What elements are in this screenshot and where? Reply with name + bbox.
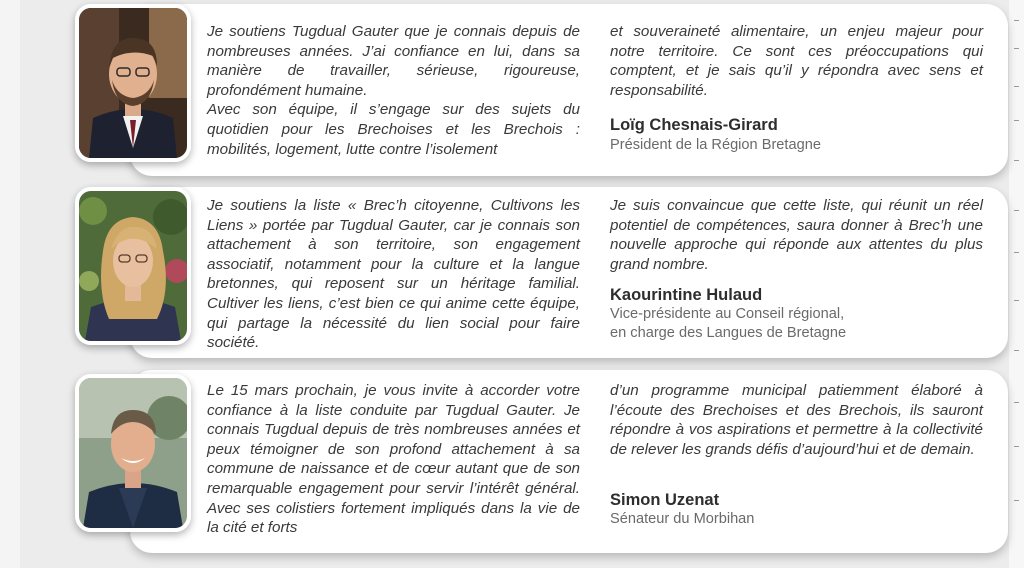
role-line: en charge des Langues de Bretagne [610,324,847,341]
paragraph: et souveraineté alimentaire, un enjeu majeur pour notre territoire. Ce sont ces préoccupations qui comptent, et je sais qu’il y répondra avec sens et responsabilité. [610,23,983,99]
signatory-role [610,510,990,529]
paragraph: Je suis convaincue que cette liste, qui réunit un réel potentiel de compétences, saura donner à Brec’h une nouvelle approche qui réponde aux attentes du plus grand nombre. [610,197,983,273]
portrait-photo [75,187,191,345]
signatory-name: Simon Uzenat [610,491,720,509]
testimonial-text-left [207,196,580,353]
paragraph: d’un programme municipal patiemment élaboré à l’écoute des Brechoises et des Brechois, ils sauront répondre à vos aspirations et permettre à la collectivité de relever les grands défis d’aujourd’hui et de demain. [610,382,983,458]
paragraph: Je soutiens Tugdual Gauter que je connais depuis de nombreuses années. J’ai confiance en lui, dans sa manière de travailler, sérieuse, rigoureuse, profondément humaine. [207,23,580,99]
paragraph: Je soutiens la liste « Brec’h citoyenne, Cultivons les Liens » portée par Tugdual Gauter, car je connais son attachement à son territoire, son engagement associatif, notamment pour la culture et la langue bretonnes, qui reposent sur un héritage familial. Cultiver les liens, c’est bien ce qui anime cette équipe, qui partage la nécessité du lien social pour faire société. [207,197,580,352]
paragraph: Avec son équipe, il s’engage sur des sujets du quotidien pour les Brechoises et les Brechois : mobilités, logement, lutte contre l’isolement [207,101,580,158]
testimonial-text-right [610,22,983,100]
paragraph: Le 15 mars prochain, je vous invite à accorder votre confiance à la liste conduite par Tugdual Gauter. Je connais Tugdual depuis de très nombreuses années et peux témoigner de son profond attachement à sa commune de naissance et de cœur autant que de son remarquable engagement pour servir l’intérêt général. Avec ses colistiers fortement impliqués dans la vie de la cité et forts [207,382,580,537]
signatory-role [610,305,990,343]
testimonial-text-right [610,196,983,274]
signatory-name: Loïg Chesnais-Girard [610,116,778,134]
page-gutter [0,0,20,568]
portrait-photo [75,4,191,162]
next-page-edge [1009,0,1024,568]
signatory-name: Kaourintine Hulaud [610,286,763,304]
portrait-photo [75,374,191,532]
testimonial-text-left [207,381,580,538]
testimonial-text-left [207,22,580,159]
role-line: Sénateur du Morbihan [610,511,755,527]
role-line: Vice-présidente au Conseil régional, [610,306,845,322]
testimonial-text-right [610,381,983,459]
signatory-role [610,136,990,155]
role-line: Président de la Région Bretagne [610,137,821,153]
